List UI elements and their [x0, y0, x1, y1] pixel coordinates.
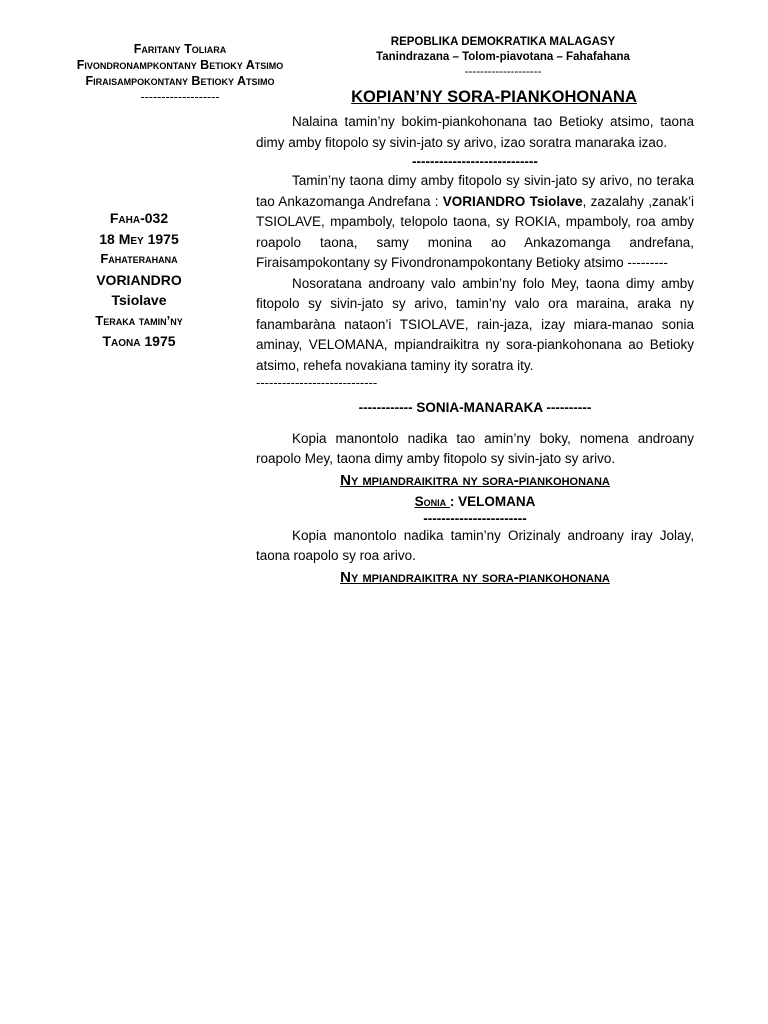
record-date: 18 Mey 1975 — [99, 230, 179, 247]
signature-value: : VELOMANA — [449, 493, 536, 509]
document-title: KOPIAN’NY SORA-PIANKOHONANA — [351, 88, 637, 106]
record-born-label: Teraka tamin’ny — [95, 312, 183, 328]
signatures-heading: ------------ SONIA-MANARAKA ---------- — [358, 400, 592, 415]
registrar-title-2: Ny mpiandraikitra ny sora-piankohonana — [340, 568, 610, 586]
birth-paragraph-start: Tamin’ny taona dimy amby fitopolo sy sivin-jato sy arivo, no teraka tao Ankazomanga Andrefana : — [256, 173, 694, 209]
child-name: VORIANDRO Tsiolave — [442, 193, 583, 209]
registration-paragraph: Nosoratana androany valo ambin’ny folo Mey, taona dimy amby fitopolo sy sivin-jato sy arivo, tamin’ny valo ora maraina, araka ny fanambaràna nataon’i TSIOLAVE, rain-jaza, izay miara-manao sonia aminay, VELOMANA, mpiandraikitra ny sora-piankohonana ao Betioky atsimo, rehefa novakiana taminy ity soratra ity. — [256, 275, 694, 373]
commune-line: Firaisampokontany Betioky Atsimo — [85, 74, 275, 88]
copy-paragraph-2: Kopia manontolo nadika tamin’ny Orizinaly androany iray Jolay, taona roapolo sy roa arivo. — [256, 527, 694, 563]
record-type: Fahaterahana — [100, 251, 178, 266]
province-line: Faritany Toliara — [133, 42, 227, 56]
republic-motto: Tanindrazana – Tolom-piavotana – Fahafahana — [376, 51, 630, 63]
record-firstname: Tsiolave — [111, 292, 167, 308]
record-year: Taona 1975 — [102, 333, 176, 349]
republic-divider: -------------------- — [464, 66, 542, 78]
record-number: Faha-032 — [109, 210, 169, 226]
birth-paragraph — [256, 171, 694, 274]
signature-label: Sonia — [414, 493, 450, 509]
margin-note — [58, 208, 220, 352]
republic-name: REPOBLIKA DEMOKRATIKA MALAGASY — [390, 36, 616, 48]
intro-paragraph: Nalaina tamin’ny bokim-piankohonana tao Betioky atsimo, taona dimy amby fitopolo sy sivin-jato sy arivo, izao soratra manaraka izao. — [256, 114, 694, 150]
document-body — [256, 112, 694, 589]
separator-3: ----------------------- — [423, 510, 527, 526]
header-divider: ------------------- — [140, 90, 220, 104]
separator-2: ---------------------------- — [256, 375, 378, 390]
signature-line — [256, 492, 694, 512]
separator-1: ---------------------------- — [412, 154, 538, 169]
district-line: Fivondronampkontany Betioky Atsimo — [76, 58, 284, 72]
registrar-title-1: Ny mpiandraikitra ny sora-piankohonana — [340, 471, 610, 489]
record-surname: VORIANDRO — [96, 271, 182, 288]
republic-header — [372, 35, 634, 80]
birth-paragraph-end: , zazalahy ,zanak’i TSIOLAVE, mpamboly, telopolo taona, sy ROKIA, mpamboly, roa amby roapolo taona, samy monina ao Ankazomanga andrefana, Firaisampokontany sy Fivondronampokontany Betioky atsimo --------- — [256, 193, 695, 270]
copy-paragraph-1: Kopia manontolo nadika tao amin’ny boky, nomena androany roapolo Mey, taona dimy amby fitopolo sy sivin-jato sy arivo. — [256, 430, 694, 466]
